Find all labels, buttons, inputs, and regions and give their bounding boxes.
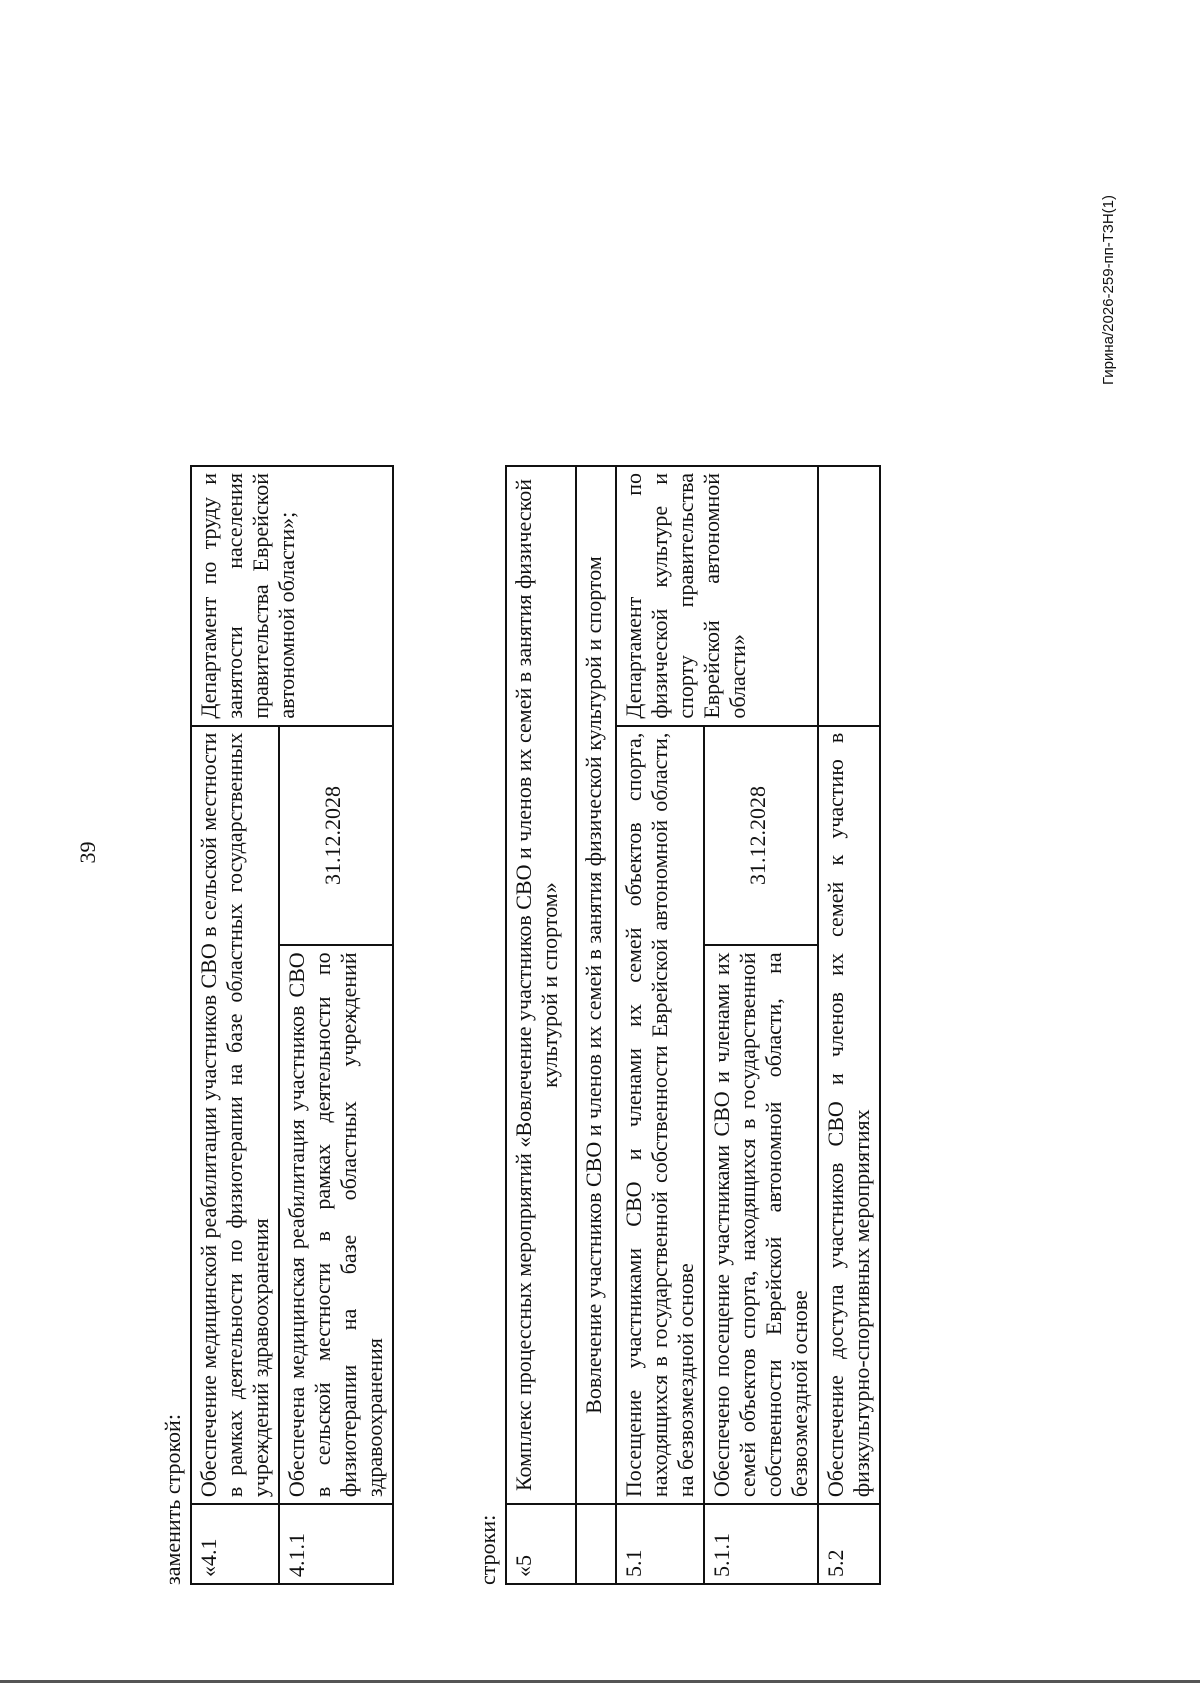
row-text: Обеспечение доступа участников СВО и членов их семей к участию в физкультурно-спортивных мероприятиях <box>818 726 880 1504</box>
row-text: Обеспечение медицинской реабилитации участников СВО в сельской местности в рамках деятельности по физиотерапии на базе областных государственных учреждений здравоохранения <box>191 726 279 1504</box>
row-text: Обеспечена медицинская реабилитация участников СВО в сельской местности в рамках деятельности по физиотерапии на базе областных учреждений здравоохранения <box>279 945 393 1504</box>
table-replacement <box>190 465 394 1585</box>
page-number: 39 <box>75 841 100 864</box>
section-subtitle: Вовлечение участников СВО и членов их семей в занятия физической культурой и спортом <box>576 466 616 1504</box>
row-number: 5.1 <box>616 1504 704 1584</box>
row-number: «5 <box>506 1504 576 1584</box>
row-number: 5.2 <box>818 1504 880 1584</box>
table-row <box>506 466 576 1584</box>
row-responsible: Департамент по труду и занятости населения правительства Еврейской автономной области»; <box>191 466 393 726</box>
rows-label: строки: <box>475 1514 500 1585</box>
row-date: 31.12.2028 <box>704 726 818 946</box>
row-text: Обеспечено посещение участниками СВО и членами их семей объектов спорта, находящихся в государственной собственности Еврейской автономной области, на безвозмездной основе <box>704 945 818 1504</box>
replace-label: заменить строкой: <box>160 1414 185 1585</box>
document-id: Гирина/2026-259-пп-ТЗН(1) <box>1100 194 1117 385</box>
scan-artifact-line <box>0 1680 1200 1683</box>
row-date: 31.12.2028 <box>279 726 393 946</box>
table-rows <box>505 465 881 1585</box>
row-number: 5.1.1 <box>704 1504 818 1584</box>
table-row <box>191 466 279 1584</box>
row-responsible: Департамент по физической культуре и спорту правительства Еврейской автономной области» <box>616 466 818 726</box>
table-row <box>818 466 880 1584</box>
table-row <box>576 466 616 1584</box>
row-number: «4.1 <box>191 1504 279 1584</box>
row-number: 4.1.1 <box>279 1504 393 1584</box>
table-row <box>616 466 704 1584</box>
row-text: Посещение участниками СВО и членами их семей объектов спорта, находящихся в государственной собственности Еврейской автономной области, на безвозмездной основе <box>616 726 704 1504</box>
section-title: Комплекс процессных мероприятий «Вовлечение участников СВО и членов их семей в занятия физической культурой и спортом» <box>506 466 576 1504</box>
row-responsible <box>818 466 880 726</box>
